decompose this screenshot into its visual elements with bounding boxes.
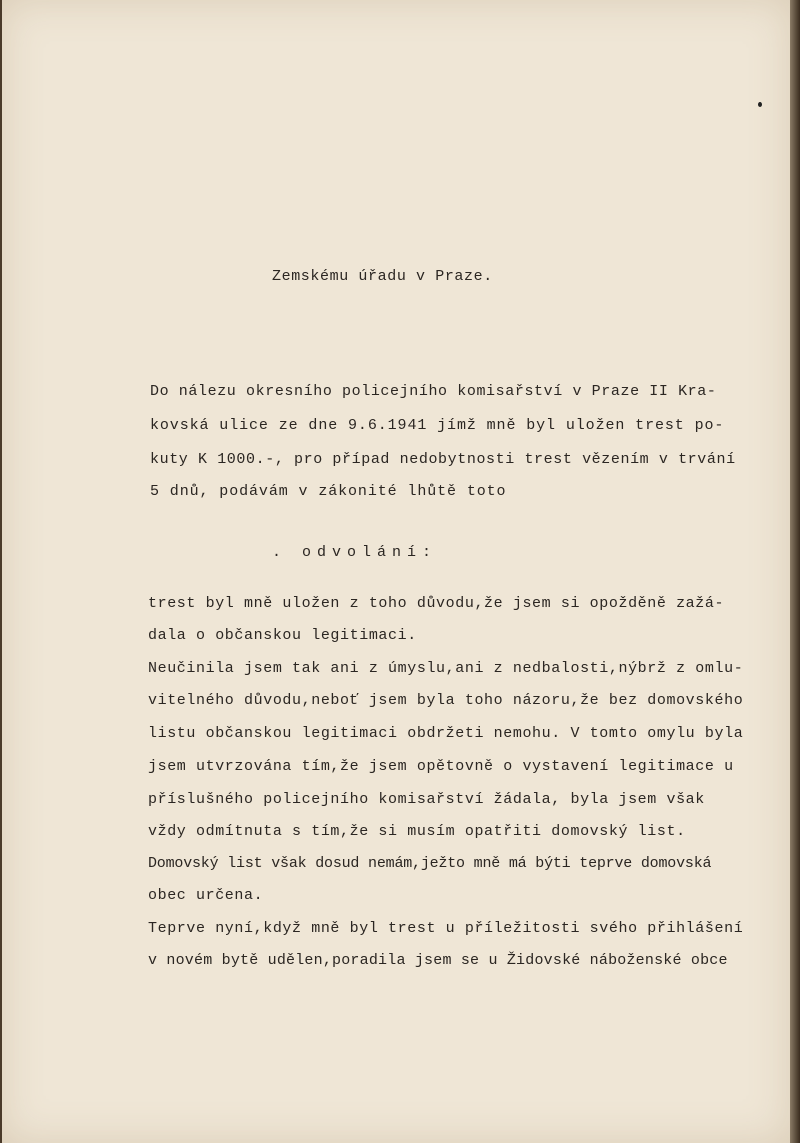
addressee-line: Zemskému úřadu v Praze. [272, 268, 493, 285]
scan-edge [790, 0, 800, 1143]
heading-odvolani: . odvolání: [272, 544, 438, 561]
body-line: Neučinila jsem tak ani z úmyslu,ani z nedbalosti,nýbrž z omlu- [148, 660, 744, 677]
body-line: Domovský list však dosud nemám,ježto mně má býti teprve domovská [148, 855, 712, 872]
intro-line: kovská ulice ze dne 9.6.1941 jímž mně byl uložen trest po- [150, 417, 725, 434]
body-line: Teprve nyní,když mně byl trest u příležitosti svého přihlášení [148, 920, 744, 937]
intro-line: 5 dnů, podávám v zákonité lhůtě toto [150, 483, 507, 500]
body-line: vitelného důvodu,neboť jsem byla toho názoru,že bez domovského [148, 692, 744, 709]
body-line: vždy odmítnuta s tím,že si musím opatřiti domovský list. [148, 823, 686, 840]
intro-line: Do nálezu okresního policejního komisařství v Praze II Kra- [150, 383, 717, 400]
body-line: dala o občanskou legitimaci. [148, 627, 417, 644]
ink-speck [758, 102, 762, 107]
body-line: listu občanskou legitimaci obdržeti nemohu. V tomto omylu byla [148, 725, 744, 742]
body-line: jsem utvrzována tím,že jsem opětovně o vystavení legitimace u [148, 758, 734, 775]
body-line: v novém bytě udělen,poradila jsem se u Židovské náboženské obce [148, 952, 728, 969]
body-line: příslušného policejního komisařství žádala, byla jsem však [148, 791, 705, 808]
intro-line: kuty K 1000.-, pro případ nedobytnosti trest vězením v trvání [150, 451, 736, 468]
document-page [2, 0, 790, 1143]
body-line: trest byl mně uložen z toho důvodu,že jsem si opožděně zažá- [148, 595, 725, 612]
body-line: obec určena. [148, 887, 264, 904]
